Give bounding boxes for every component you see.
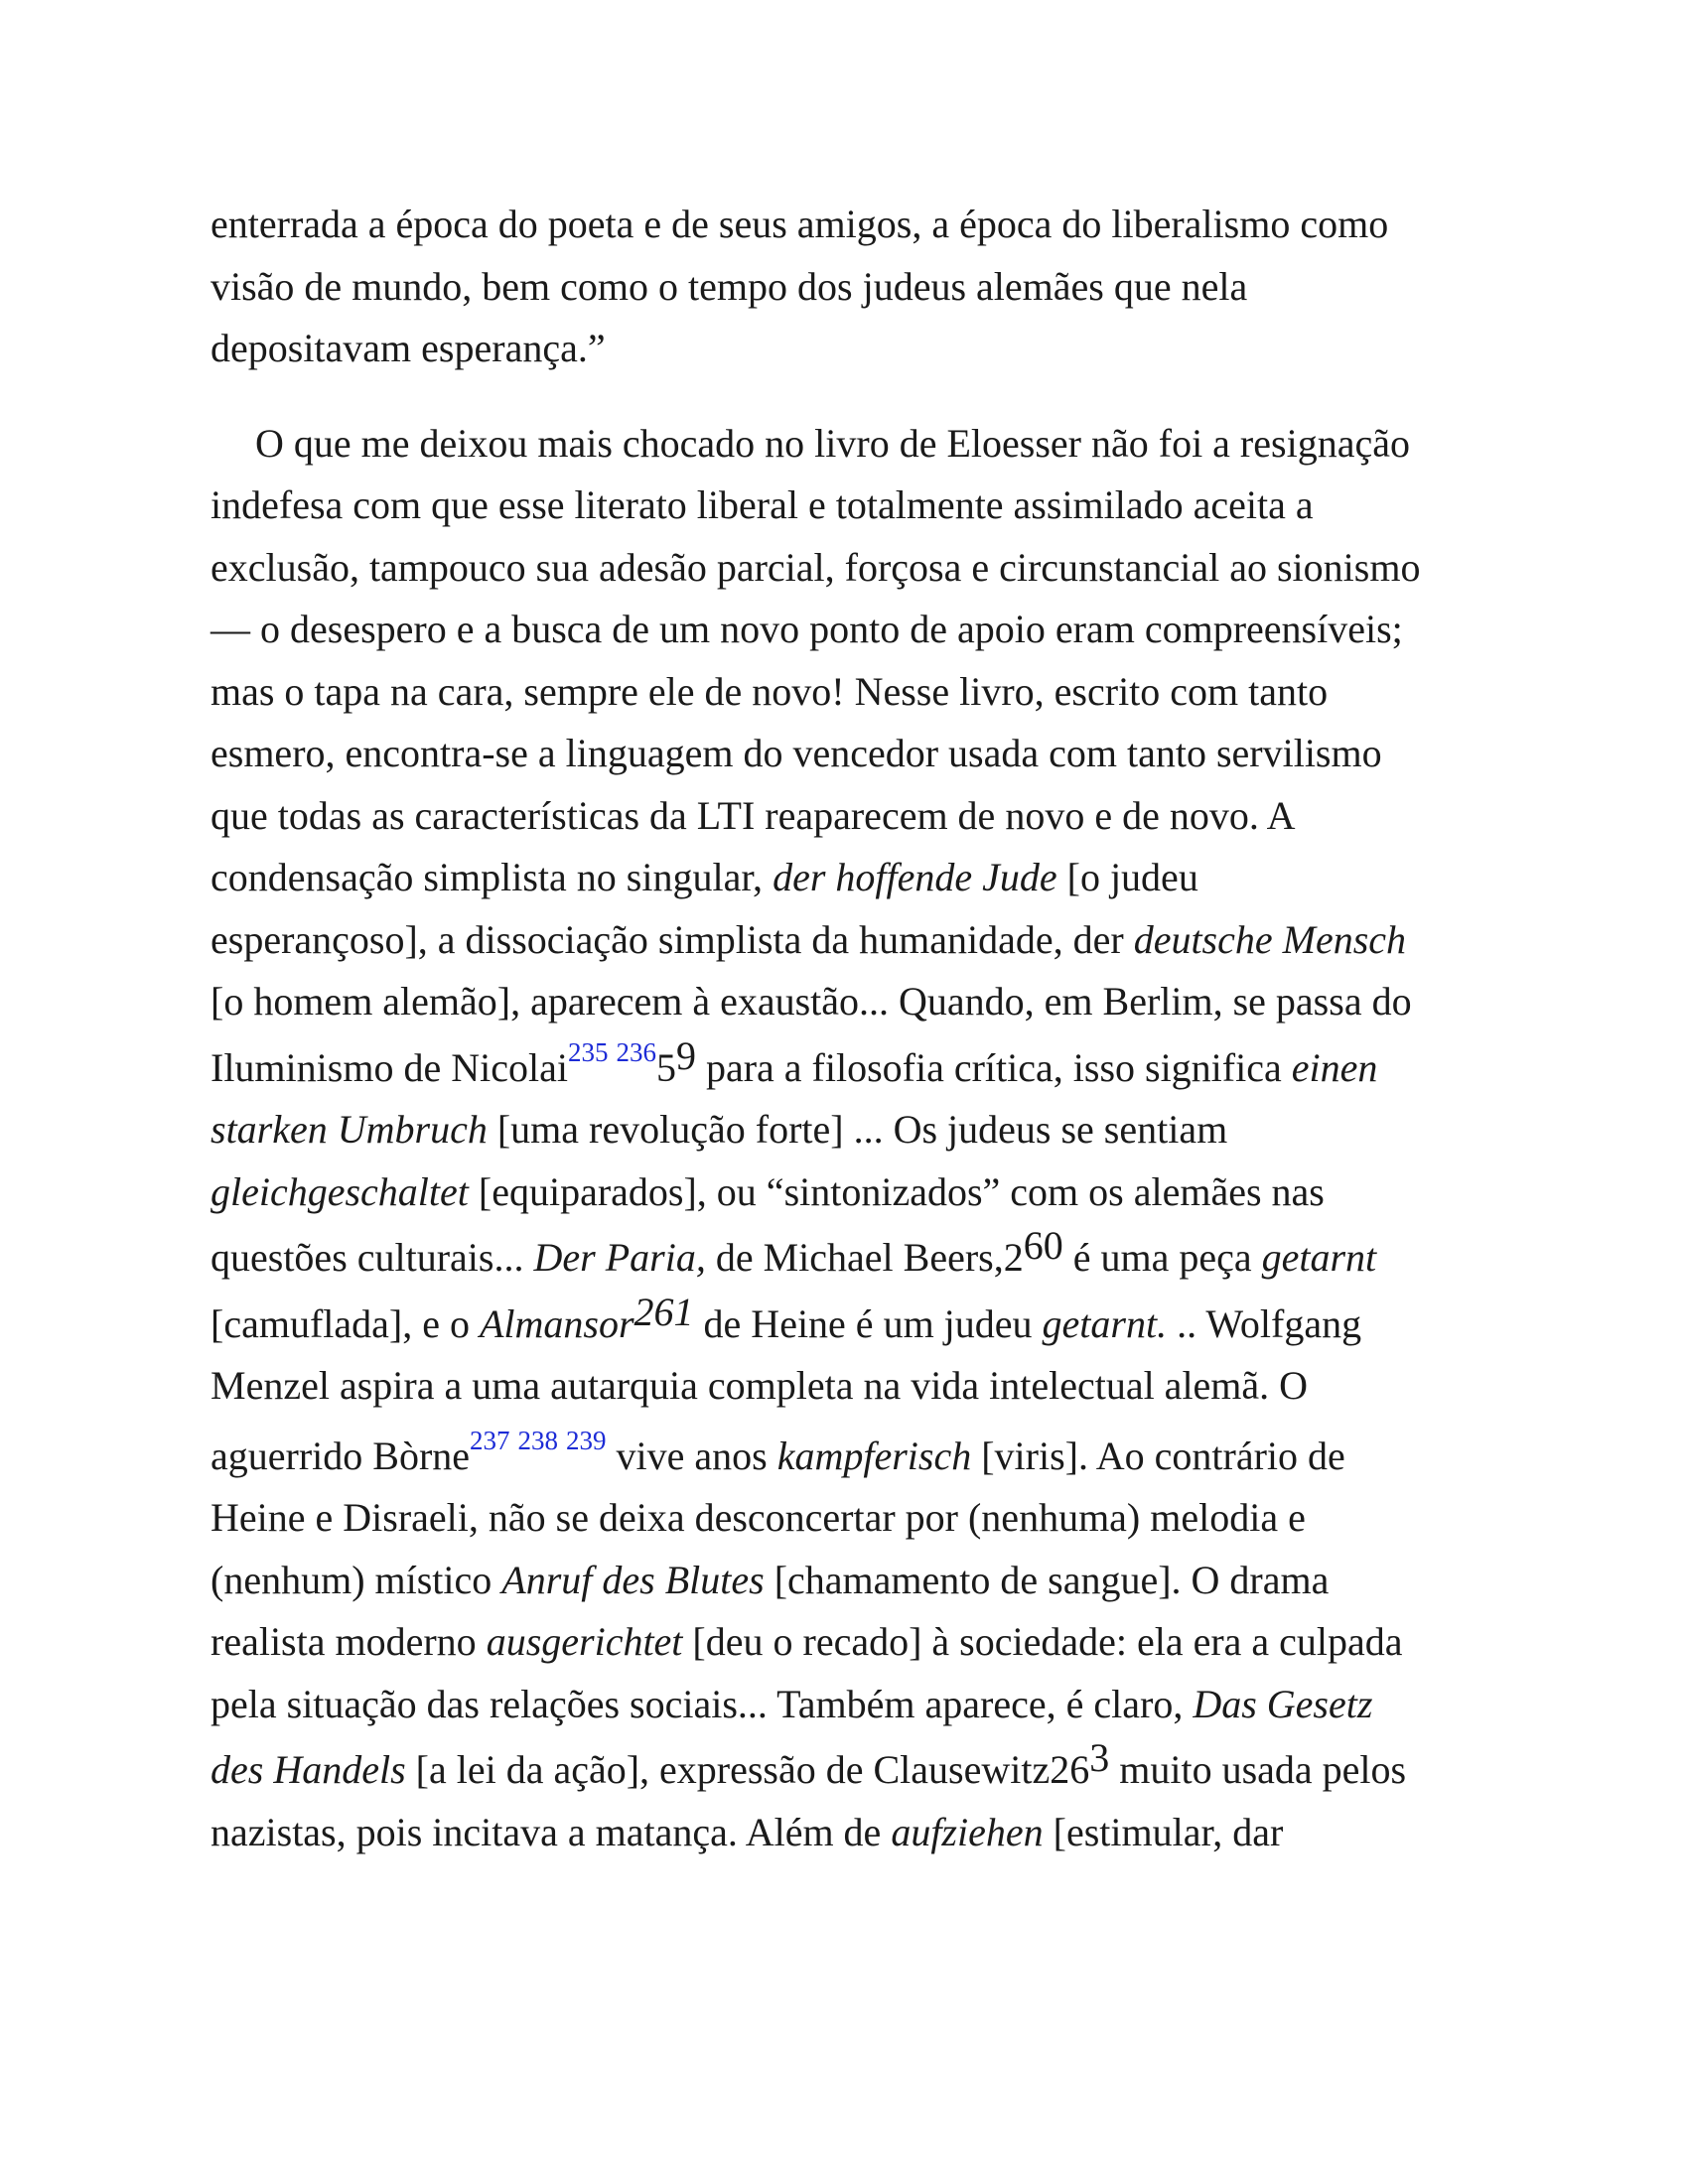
italic-term: der hoffende Jude — [773, 855, 1057, 899]
text-run: [a lei da ação], expressão de Clausewitz26 — [405, 1747, 1090, 1792]
italic-term: deutsche Mensch — [1133, 916, 1407, 962]
text-run: 5 — [655, 1044, 676, 1090]
footnote-link-238[interactable]: 238 — [517, 1425, 559, 1455]
superscript: 261 — [633, 1289, 694, 1334]
italic-term: ausgerichtet — [486, 1619, 683, 1664]
italic-term: Almansor — [479, 1300, 634, 1346]
italic-term: kampferisch — [776, 1433, 972, 1478]
paragraph-quote-end — [211, 194, 1491, 380]
text-run: de Heine é um judeu — [693, 1300, 1043, 1346]
text-line: enterrada a época do poeta e de seus amigos, a época do liberalismo como — [211, 202, 1389, 246]
text-run: é uma peça — [1062, 1235, 1262, 1280]
text-run: [equiparados], ou “sintonizados” com os alemães nas — [468, 1168, 1325, 1214]
italic-term: Anruf des Blutes — [501, 1557, 765, 1602]
superscript: 60 — [1023, 1223, 1063, 1268]
text-run: .. Wolfgang — [1167, 1300, 1362, 1346]
text-run: questões culturais... — [211, 1235, 534, 1280]
text-line — [211, 909, 1491, 972]
text-line: [o homem alemão], aparecem à exaustão... Quando, em Berlim, se passa do — [211, 979, 1412, 1024]
text-run: para a filosofia crítica, isso significa — [695, 1044, 1292, 1090]
document-page — [211, 194, 1491, 1863]
text-line: Menzel aspira a uma autarquia completa na vida intelectual alemã. O — [211, 1363, 1309, 1408]
text-line: esmero, encontra-se a linguagem do vencedor usada com tanto servilismo — [211, 731, 1382, 775]
text-run: [chamamento de sangue]. O drama — [764, 1557, 1330, 1602]
text-run: esperançoso], a dissociação simplista da humanidade, der — [211, 916, 1134, 962]
text-run: [camuflada], e o — [211, 1300, 480, 1346]
text-line — [211, 1426, 1491, 1488]
text-run: [o judeu — [1056, 855, 1198, 899]
text-line: indefesa com que esse literato liberal e totalmente assimilado aceita a — [211, 482, 1314, 527]
italic-term: gleichgeschaltet — [211, 1168, 469, 1214]
text-line: visão de mundo, bem como o tempo dos judeus alemães que nela — [211, 263, 1248, 309]
text-run: [uma revolução forte] ... Os judeus se sentiam — [487, 1107, 1228, 1152]
italic-term: Der Paria, — [533, 1235, 706, 1280]
text-line — [211, 1223, 1491, 1290]
text-line — [211, 1550, 1491, 1612]
footnote-link-237[interactable]: 237 — [470, 1425, 510, 1455]
italic-term: getarnt — [1261, 1235, 1377, 1280]
text-line — [211, 1735, 1491, 1802]
text-run: [deu o recado] à sociedade: ela era a culpada — [682, 1619, 1403, 1664]
text-run: realista moderno — [211, 1619, 487, 1664]
text-line: exclusão, tampouco sua adesão parcial, forçosa e circunstancial ao sionismo — [211, 544, 1421, 590]
text-run: (nenhum) místico — [211, 1557, 502, 1602]
text-line — [211, 1289, 1491, 1356]
italic-term: einen — [1291, 1044, 1378, 1090]
italic-term: aufziehen — [891, 1809, 1044, 1854]
italic-term: Das Gesetz — [1193, 1681, 1373, 1726]
text-line: mas o tapa na cara, sempre ele de novo! Nesse livro, escrito com tanto — [211, 668, 1329, 714]
italic-term: getarnt. — [1042, 1300, 1168, 1346]
text-run: Iluminismo de Nicolai — [211, 1044, 568, 1090]
text-line — [211, 1099, 1491, 1161]
text-line — [211, 1161, 1491, 1224]
text-line: — o desespero e a busca de um novo ponto de apoio eram compreensíveis; — [211, 607, 1403, 651]
footnote-link-236[interactable]: 236 — [616, 1036, 656, 1067]
italic-term: starken Umbruch — [211, 1107, 488, 1152]
superscript: 9 — [675, 1032, 696, 1078]
footnote-link-235[interactable]: 235 — [567, 1036, 609, 1067]
text-run: [estimular, dar — [1043, 1809, 1284, 1854]
text-run: nazistas, pois incitava a matança. Além de — [211, 1809, 892, 1854]
text-run: aguerrido Bòrne — [211, 1433, 471, 1478]
text-line: depositavam esperança.” — [211, 326, 606, 370]
text-run: pela situação das relações sociais... Também aparece, é claro, — [211, 1681, 1194, 1726]
paragraph-main — [211, 413, 1491, 1864]
superscript: 3 — [1089, 1735, 1110, 1780]
text-run: de Michael Beers,2 — [705, 1235, 1024, 1280]
text-line — [211, 847, 1491, 909]
text-line — [211, 1611, 1491, 1674]
text-line: O que me deixou mais chocado no livro de Eloesser não foi a resignação — [255, 420, 1410, 466]
text-line — [211, 1674, 1491, 1736]
text-run: condensação simplista no singular, — [211, 855, 774, 899]
text-run: vive anos — [606, 1433, 777, 1478]
text-line — [211, 1802, 1491, 1864]
text-line: que todas as características da LTI reaparecem de novo e de novo. A — [211, 792, 1296, 838]
italic-term: des Handels — [211, 1747, 406, 1792]
text-line: Heine e Disraeli, não se deixa desconcertar por (nenhuma) melodia e — [211, 1495, 1306, 1540]
text-line — [211, 1032, 1491, 1100]
footnote-link-239[interactable]: 239 — [566, 1425, 607, 1455]
text-run: muito usada pelos — [1109, 1747, 1407, 1792]
text-run: [viris]. Ao contrário de — [971, 1433, 1345, 1478]
